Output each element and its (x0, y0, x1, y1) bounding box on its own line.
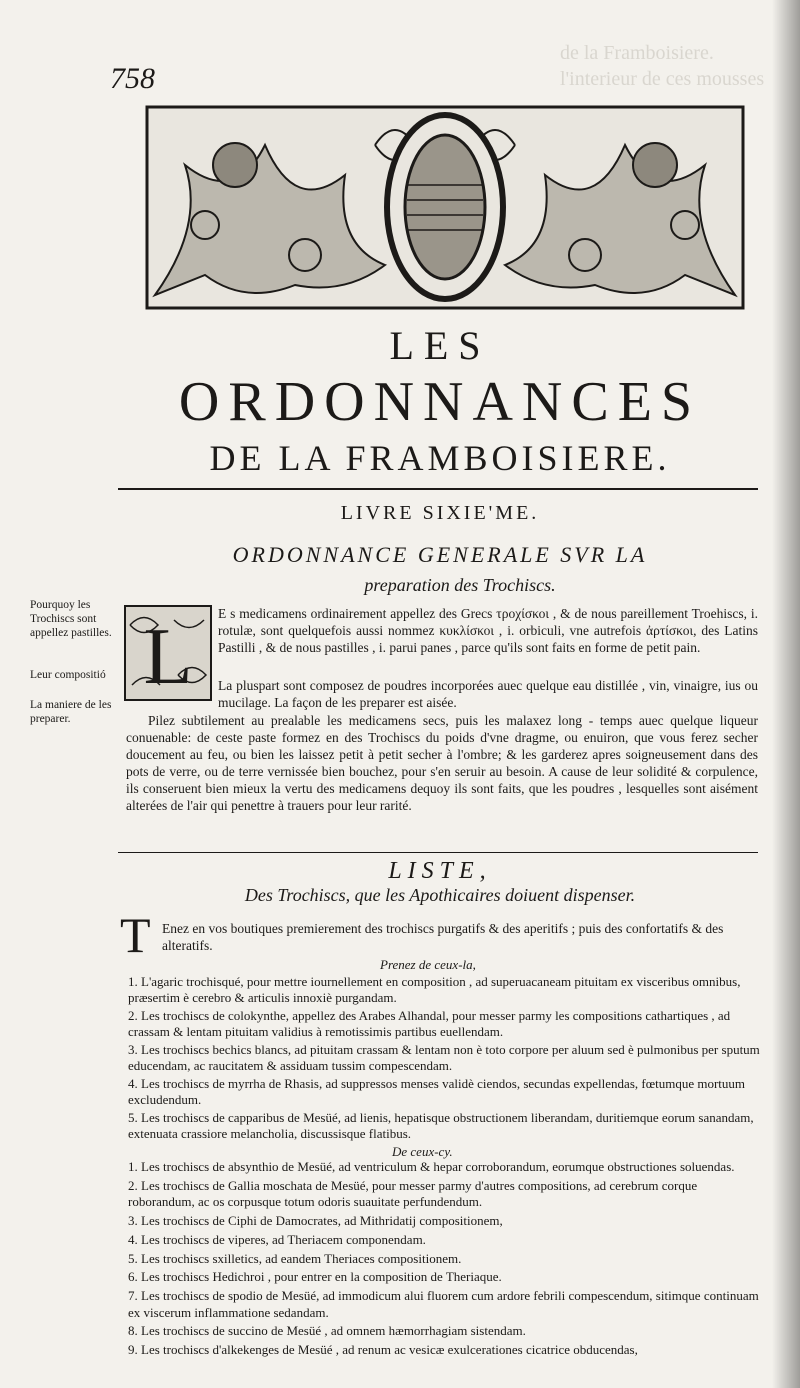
title-ordonnances: ORDONNANCES (178, 371, 702, 433)
bleed-through-line: l'interieur de ces mousses (560, 68, 765, 90)
book-heading: LIVRE SIXIE'ME. (340, 502, 540, 524)
section-rule (118, 852, 758, 853)
list-item: 2. Les trochiscs de Gallia moschata de Mesüé, pour messer parmy d'autres compositions, ad cerebrum corque roborandum, ac os corpusque totum odoris suauitate perfundendum. (128, 1177, 698, 1210)
bleed-through-line: de la Framboisiere. (560, 42, 714, 64)
list-heading: Prenez de ceux-la, (380, 957, 476, 972)
list-item: 4. Les trochiscs de viperes, ad Theriacem componendam. (128, 1231, 426, 1247)
page-spine-shadow (772, 0, 800, 1388)
list-item: 5. Les trochiscs sxilletics, ad eandem Theriaces compositionem. (128, 1250, 462, 1266)
liste-intro: Enez en vos boutiques premierement des trochiscs purgatifs & des aperitifs ; puis des confortatifs & des alteratifs. (162, 921, 724, 953)
list-item: 3. Les trochiscs bechics blancs, ad pituitam crassam & lentam non è toto corpore per aluum sed è pulmonibus per sputum educendam, ac raucitatem & assiduam tussim compescendam. (128, 1042, 760, 1073)
list-item: 8. Les trochiscs de succino de Mesüé , ad omnem hæmorrhagiam sistendam. (128, 1323, 526, 1339)
section-subheading: preparation des Trochiscs. (364, 575, 556, 595)
list-item: 3. Les trochiscs de Ciphi de Damocrates, ad Mithridatij compositionem, (128, 1213, 503, 1229)
margin-note: La maniere de les preparer. (30, 699, 112, 725)
list-heading: De ceux-cy. (392, 1144, 453, 1159)
liste-title: LISTE, (388, 858, 492, 884)
margin-note: Pourquoy les Trochiscs sont appellez pastilles. (30, 599, 112, 639)
margin-note: Leur compositió (30, 669, 106, 681)
initial-letter-t: T (120, 907, 151, 963)
list-item: 1. Les trochiscs de absynthio de Mesüé, ad ventriculum & hepar corroborandum, eorumque obstructiones soluendas. (128, 1159, 735, 1174)
list-item: 2. Les trochiscs de colokynthe, appellez des Arabes Alhandal, pour messer parmy les compositions cathartiques , ad crassam & lentam pituitam validius à remotissimis partibus euellendam. (128, 1008, 731, 1039)
liste-subtitle: Des Trochiscs, que les Apothicaires doiuent dispenser. (244, 885, 636, 905)
list-item: 6. Les trochiscs Hedichroi , pour entrer en la composition de Theriaque. (128, 1269, 502, 1285)
woodcut-headpiece-ornament (145, 105, 745, 310)
page-number: 758 (110, 62, 155, 95)
list-item: 7. Les trochiscs de spodio de Mesüé, ad immodicum alui fluorem cum ardore febrili compescendum, sitimque continuam ex viscerum inflammatione sedandam. (128, 1287, 759, 1320)
dropcap-letter: L (143, 613, 193, 701)
decorated-initial-letter (124, 605, 212, 701)
title-rule (118, 488, 758, 490)
title-author: DE LA FRAMBOISIERE. (209, 438, 671, 478)
paragraph-preparation: Pilez subtilement au prealable les medicamens secs, puis les malaxez long - temps auec quelque liqueur conuenable: de ceste paste formez en des Trochiscs du poids d'vne dragme, ou enuiron, que vous ferez secher doucement au feu, ou bien les laissez petit à petit secher à l'ombre; & les garderez apres soigneusement dans des pots de verre, ou de terre vernissée bien bouchez, pour s'en seruir au besoin. A cause de leur solidité & corpulence, ils conseruent bien mieux la vertu des medicamens dequoy ils sont faits, que les poudres , lesquelles sont aisément alterées de l'air qui penettre à trauers pour leur rarité. (126, 713, 758, 813)
list-item: 9. Les trochiscs d'alkekenges de Mesüé , ad renum ac vesicæ exulcerationes cicatrice obducendas, (128, 1342, 638, 1358)
bleed-through-text (560, 40, 780, 92)
list-item: 4. Les trochiscs de myrrha de Rhasis, ad suppressos menses validè ciendos, secundas expellendas, fœtumque mortuum excludendum. (128, 1076, 745, 1107)
title-les: LES (389, 323, 491, 368)
trochisc-list-confortatifs (128, 1159, 764, 1361)
list-item: 1. L'agaric trochisqué, pour mettre iournellement en composition , ad superuacaneam pituitam ex visceribus omnibus, præsertim è cerebro & articulis innoxiè purgandam. (128, 974, 741, 1005)
paragraph-intro: E s medicamens ordinairement appellez des Grecs τροχίσκοι , & de nous pareillement Troehiscs, i. rotulæ, sont quelquefois aussi nommez κυκλίσκοι , i. orbiculi, vne autrefois ἀρτίσκοι, des Latins Pastilli , & de nous pastilles , i. parui panes , parce qu'ils sont faits en forme de petit pain. (218, 606, 758, 655)
trochisc-list-purgatifs (128, 974, 764, 1144)
list-item: 5. Les trochiscs de capparibus de Mesüé, ad lienis, hepatisque obstructionem liberandam, duritiemque eorum sanandam, extenuata crassiore melancholia, discussisque flatibus. (128, 1110, 754, 1141)
paragraph-composition: La pluspart sont composez de poudres incorporées auec quelque eau distillée , vin, vinaigre, ius ou mucilage. La façon de les preparer est aisée. (218, 678, 758, 710)
section-heading: ORDONNANCE GENERALE SVR LA (232, 542, 648, 567)
